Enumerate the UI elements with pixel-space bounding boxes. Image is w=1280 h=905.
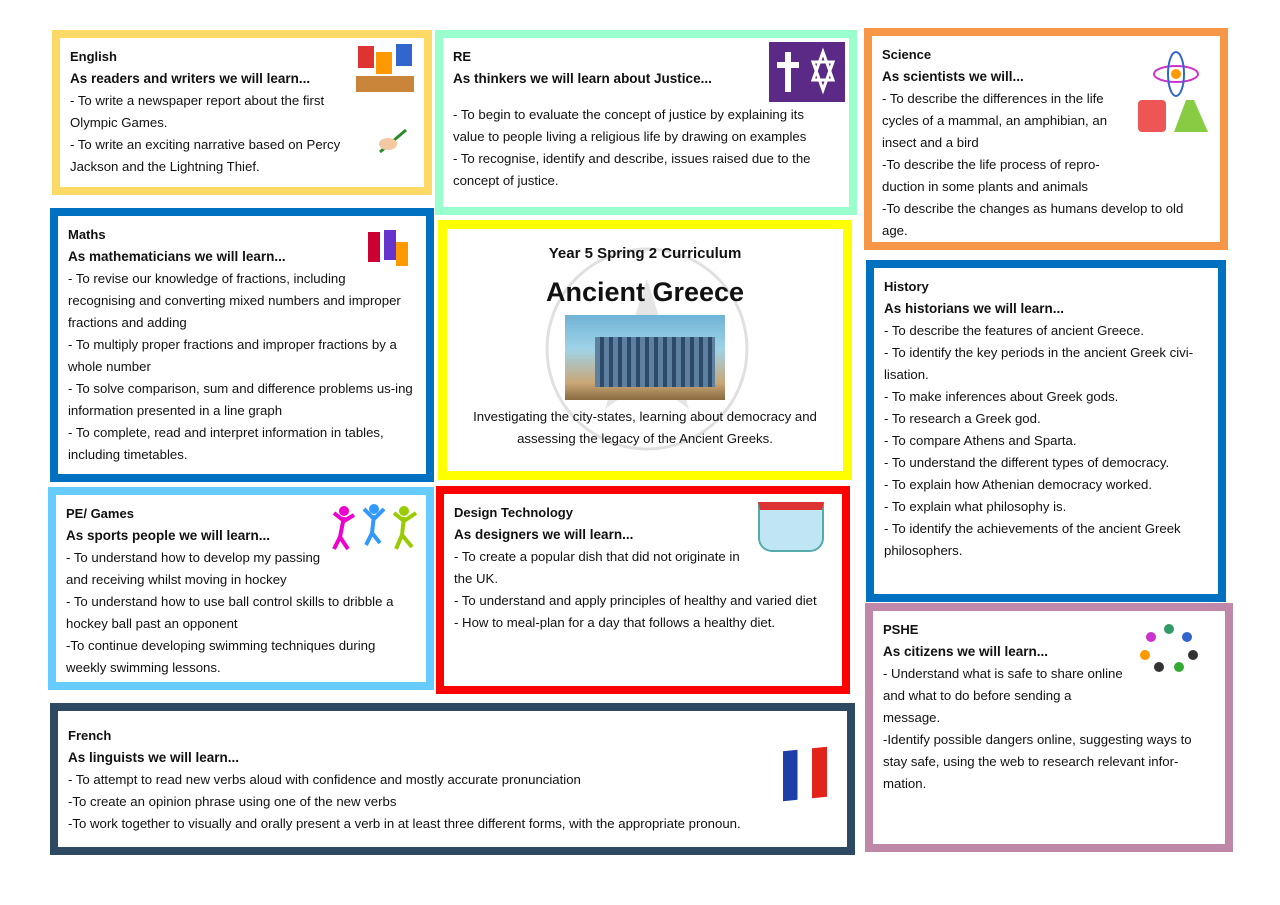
cross-star-of-david-icon xyxy=(769,42,845,102)
panel-subtitle: As thinkers we will learn about Justice... xyxy=(453,71,712,86)
panel-title: RE xyxy=(453,49,472,64)
list-item: - How to meal-plan for a day that follows a healthy diet. xyxy=(454,615,776,630)
panel-title: English xyxy=(70,49,117,64)
atom-flask-icon xyxy=(1128,50,1214,136)
writing-hand-icon xyxy=(376,126,410,154)
panel-title: PSHE xyxy=(883,622,919,637)
list-item: -Identify possible dangers online, suggesting ways to stay safe, using the web to research relevant infor-mation. xyxy=(883,732,1192,791)
panel-title: Design Technology xyxy=(454,505,573,520)
curriculum-title-panel xyxy=(438,220,852,480)
list-item: - To recognise, identify and describe, issues raised due to the concept of justice. xyxy=(453,151,811,188)
maths-panel xyxy=(50,208,434,482)
panel-title: Science xyxy=(882,47,932,62)
children-circle-icon xyxy=(1137,623,1201,675)
panel-title: French xyxy=(68,728,112,743)
list-item: - To identify the key periods in the ancient Greek civi-lisation. xyxy=(884,345,1194,382)
list-item: - To complete, read and interpret information in tables, including timetables. xyxy=(68,425,384,462)
list-item: - To identify the achievements of the ancient Greek philosophers. xyxy=(884,521,1181,558)
pe-panel xyxy=(48,487,434,690)
letters-book-icon xyxy=(352,40,418,96)
list-item: - To revise our knowledge of fractions, including recognising and converting mixed numbers and improper fractions and adding xyxy=(68,271,401,330)
numbers-icon xyxy=(366,228,410,268)
cooking-pot-icon xyxy=(758,502,830,558)
list-item: - To solve comparison, sum and difference problems us-ing information presented in a line graph xyxy=(68,381,413,418)
list-item: - To describe the differences in the life cycles of a mammal, an amphibian, an insect and a bird xyxy=(882,91,1108,150)
list-item: - To multiply proper fractions and improper fractions by a whole number xyxy=(68,337,397,374)
topic-description: Investigating the city-states, learning about democracy and assessing the legacy of the Ancient Greeks. xyxy=(473,409,817,446)
curriculum-heading: Year 5 Spring 2 Curriculum xyxy=(548,245,742,262)
panel-subtitle: As designers we will learn... xyxy=(454,527,634,542)
list-item: - To describe the features of ancient Greece. xyxy=(884,323,1144,338)
panel-subtitle: As linguists we will learn... xyxy=(68,750,240,765)
panel-subtitle: As scientists we will... xyxy=(882,69,1024,84)
list-item: -To describe the changes as humans develop to old age. xyxy=(882,201,1184,238)
list-item: - To make inferences about Greek gods. xyxy=(884,389,1119,404)
panel-subtitle: As readers and writers we will learn... xyxy=(70,71,311,86)
panel-title: PE/ Games xyxy=(66,506,134,521)
topic-title: Ancient Greece xyxy=(545,277,745,307)
panel-title: History xyxy=(884,279,929,294)
list-item: -To continue developing swimming techniques during weekly swimming lessons. xyxy=(66,638,376,675)
list-item: - To understand how to develop my passing and receiving whilst moving in hockey xyxy=(66,550,321,587)
jumping-people-icon xyxy=(332,503,422,553)
pshe-panel xyxy=(865,603,1233,852)
re-panel xyxy=(435,30,857,215)
panel-subtitle: As mathematicians we will learn... xyxy=(68,249,286,264)
list-item: -To describe the life process of repro-duction in some plants and animals xyxy=(882,157,1100,194)
panel-title: Maths xyxy=(68,227,106,242)
list-item: - To write an exciting narrative based on Percy Jackson and the Lightning Thief. xyxy=(70,137,341,174)
french-flag-icon xyxy=(783,747,827,802)
french-panel xyxy=(50,703,855,855)
list-item: - To create a popular dish that did not originate in the UK. xyxy=(454,549,740,586)
list-item: -To create an opinion phrase using one of the new verbs xyxy=(68,794,397,809)
science-panel xyxy=(864,28,1228,250)
list-item: - To research a Greek god. xyxy=(884,411,1041,426)
list-item: - To understand and apply principles of healthy and varied diet xyxy=(454,593,817,608)
list-item: - Understand what is safe to share online and what to do before sending a message. xyxy=(883,666,1123,725)
english-panel xyxy=(52,30,432,195)
panel-subtitle: As historians we will learn... xyxy=(884,301,1065,316)
list-item: - To compare Athens and Sparta. xyxy=(884,433,1077,448)
list-item: - To understand the different types of democracy. xyxy=(884,455,1170,470)
list-item: - To explain how Athenian democracy worked. xyxy=(884,477,1153,492)
list-item: - To begin to evaluate the concept of justice by explaining its value to people living a religious life by drawing on examples xyxy=(453,107,807,144)
list-item: - To explain what philosophy is. xyxy=(884,499,1067,514)
parthenon-image xyxy=(565,315,725,400)
list-item: - To understand how to use ball control skills to dribble a hockey ball past an opponent xyxy=(66,594,394,631)
panel-subtitle: As citizens we will learn... xyxy=(883,644,1049,659)
list-item: - To write a newspaper report about the first Olympic Games. xyxy=(70,93,325,130)
history-panel xyxy=(866,260,1226,602)
panel-subtitle: As sports people we will learn... xyxy=(66,528,271,543)
list-item: -To work together to visually and orally present a verb in at least three different forms, with the appropriate pronoun. xyxy=(68,816,741,831)
design-technology-panel xyxy=(436,486,850,694)
list-item: - To attempt to read new verbs aloud with confidence and mostly accurate pronunciation xyxy=(68,772,581,787)
